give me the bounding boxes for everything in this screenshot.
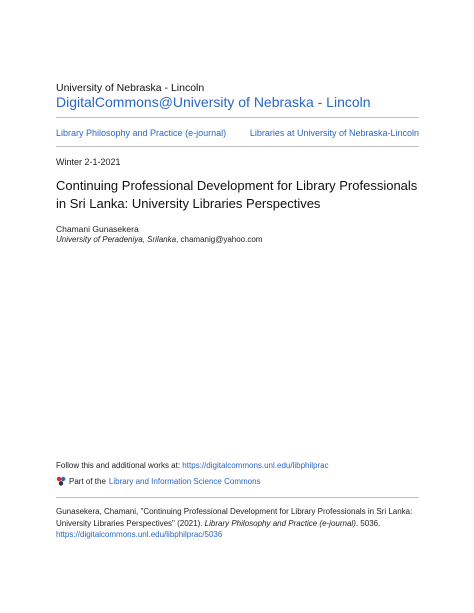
citation-number: . 5036.	[355, 518, 381, 528]
citation-url-link[interactable]: https://digitalcommons.unl.edu/libphilprac/5036	[56, 530, 223, 539]
follow-url-link[interactable]: https://digitalcommons.unl.edu/libphilprac	[182, 461, 329, 470]
publication-date: Winter 2-1-2021	[56, 157, 121, 167]
part-of-line	[56, 476, 261, 486]
commons-link[interactable]: Library and Information Science Commons	[108, 476, 261, 486]
divider	[56, 117, 419, 118]
author-name: Chamani Gunasekera	[56, 224, 139, 234]
repository-link[interactable]: DigitalCommons@University of Nebraska - Lincoln	[56, 94, 371, 110]
citation-block	[56, 506, 419, 541]
divider	[56, 146, 419, 147]
article-title: Continuing Professional Development for Library Professionals in Sri Lanka: University Libraries Perspectives	[56, 178, 418, 211]
author-affiliation	[56, 235, 262, 244]
affiliation-institution: University of Peradeniya, Srilanka	[56, 235, 177, 244]
journal-link[interactable]: Library Philosophy and Practice (e-journal)	[56, 128, 227, 138]
network-commons-icon	[56, 476, 66, 486]
citation-text: Gunasekera, Chamani, "Continuing Professional Development for Library Professionals in Sri Lanka: University Libraries Perspectives" (2021).	[56, 507, 413, 528]
part-of-text: Part of the	[69, 476, 106, 486]
follow-line	[56, 461, 329, 470]
affiliation-email: , chamanig@yahoo.com	[176, 235, 263, 244]
divider	[56, 497, 419, 498]
cover-page	[56, 0, 419, 613]
libraries-link[interactable]: Libraries at University of Nebraska-Lincoln	[249, 128, 419, 138]
institution-name: University of Nebraska - Lincoln	[56, 82, 205, 94]
follow-text: Follow this and additional works at:	[56, 461, 183, 470]
citation-journal: Library Philosophy and Practice (e-journal)	[204, 518, 356, 528]
